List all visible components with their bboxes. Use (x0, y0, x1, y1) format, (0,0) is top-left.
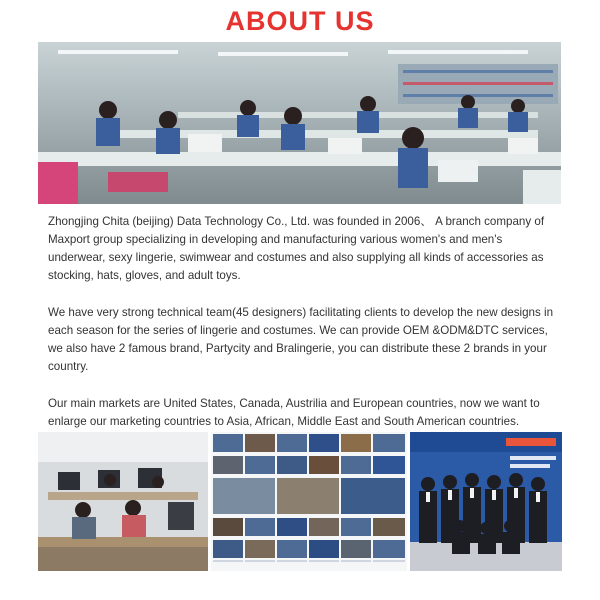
paragraph-technical-team: We have very strong technical team(45 designers) facilitating clients to develop the new designs in each season for the series of lingerie and costumes. We can provide OEM &ODM&DTC services, we also have 2 famous brand, Partycity and Bralingerie, you can distribute these 2 brands in your country. (48, 306, 554, 373)
sewing-factory-illustration-icon (38, 42, 561, 204)
trade-show-collage (211, 432, 407, 571)
office-illustration-icon (38, 432, 208, 571)
factory-photo (38, 42, 561, 204)
about-text (48, 213, 558, 450)
paragraph-markets: Our main markets are United States, Canada, Austrilia and European countries, now we want to enlarge our marketing countries to Asia, African, Middle East and South American countries. (48, 397, 540, 428)
team-illustration-icon (410, 432, 562, 571)
paragraph-company-intro: Zhongjing Chita (beijing) Data Technology Co., Ltd. was founded in 2006、 A branch company of Maxport group specializing in developing and manufacturing various women's and men's underwear, sexy lingerie, swimwear and costumes and also supplying all kinds of accessories as stocking, hats, gloves, and adult toys. (48, 215, 545, 282)
collage-illustration-icon (211, 432, 407, 571)
office-photo (38, 432, 208, 571)
page-title: ABOUT US (225, 6, 375, 36)
team-booth-photo (410, 432, 562, 571)
